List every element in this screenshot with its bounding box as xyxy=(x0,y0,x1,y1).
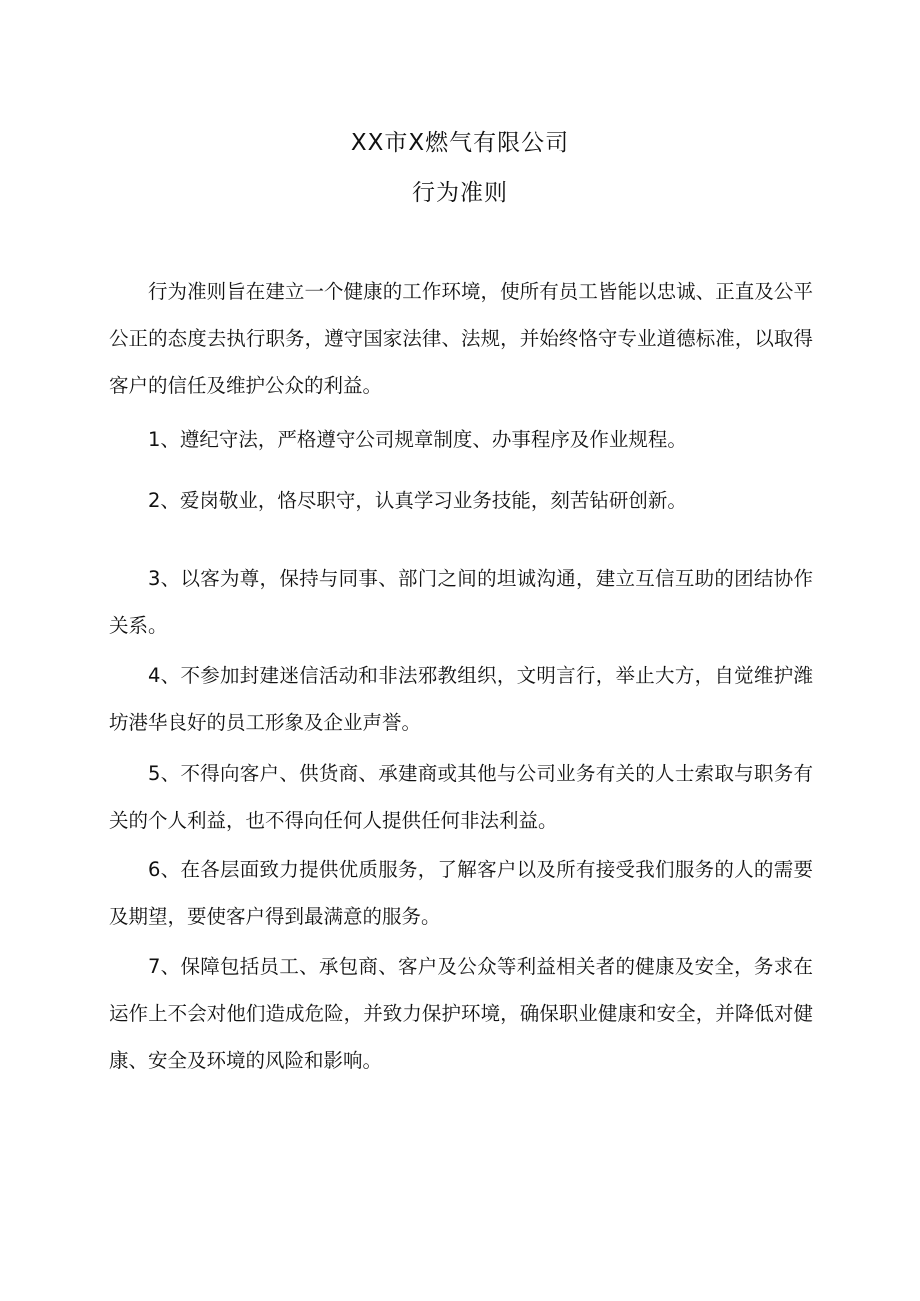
rule-item-5: 5、不得向客户、供货商、承建商或其他与公司业务有关的人士索取与职务有关的个人利益，也不得向任何人提供任何非法利益。 xyxy=(109,762,813,832)
intro-paragraph: 行为准则旨在建立一个健康的工作环境，使所有员工皆能以忠诚、正直及公平公正的态度去执行职务，遵守国家法律、法规，并始终恪守专业道德标准，以取得客户的信任及维护公众的利益。 xyxy=(109,280,813,397)
rule-item-6: 6、在各层面致力提供优质服务，了解客户以及所有接受我们服务的人的需要及期望，要使客户得到最满意的服务。 xyxy=(109,858,813,928)
rule-item-4: 4、不参加封建迷信活动和非法邪教组织，文明言行，举止大方，自觉维护潍坊港华良好的员工形象及企业声誉。 xyxy=(109,664,813,734)
document-title: 行为准则 xyxy=(412,180,508,206)
rule-item-1: 1、遵纪守法，严格遵守公司规章制度、办事程序及作业规程。 xyxy=(148,428,687,451)
rule-item-7: 7、保障包括员工、承包商、客户及公众等利益相关者的健康及安全，务求在运作上不会对他们造成危险，并致力保护环境，确保职业健康和安全，并降低对健康、安全及环境的风险和影响。 xyxy=(109,955,813,1072)
company-title: XX市X燃气有限公司 xyxy=(350,130,570,156)
rule-item-2: 2、爱岗敬业，恪尽职守，认真学习业务技能，刻苦钻研创新。 xyxy=(148,489,687,512)
rule-item-3: 3、以客为尊，保持与同事、部门之间的坦诚沟通，建立互信互助的团结协作关系。 xyxy=(109,567,813,637)
